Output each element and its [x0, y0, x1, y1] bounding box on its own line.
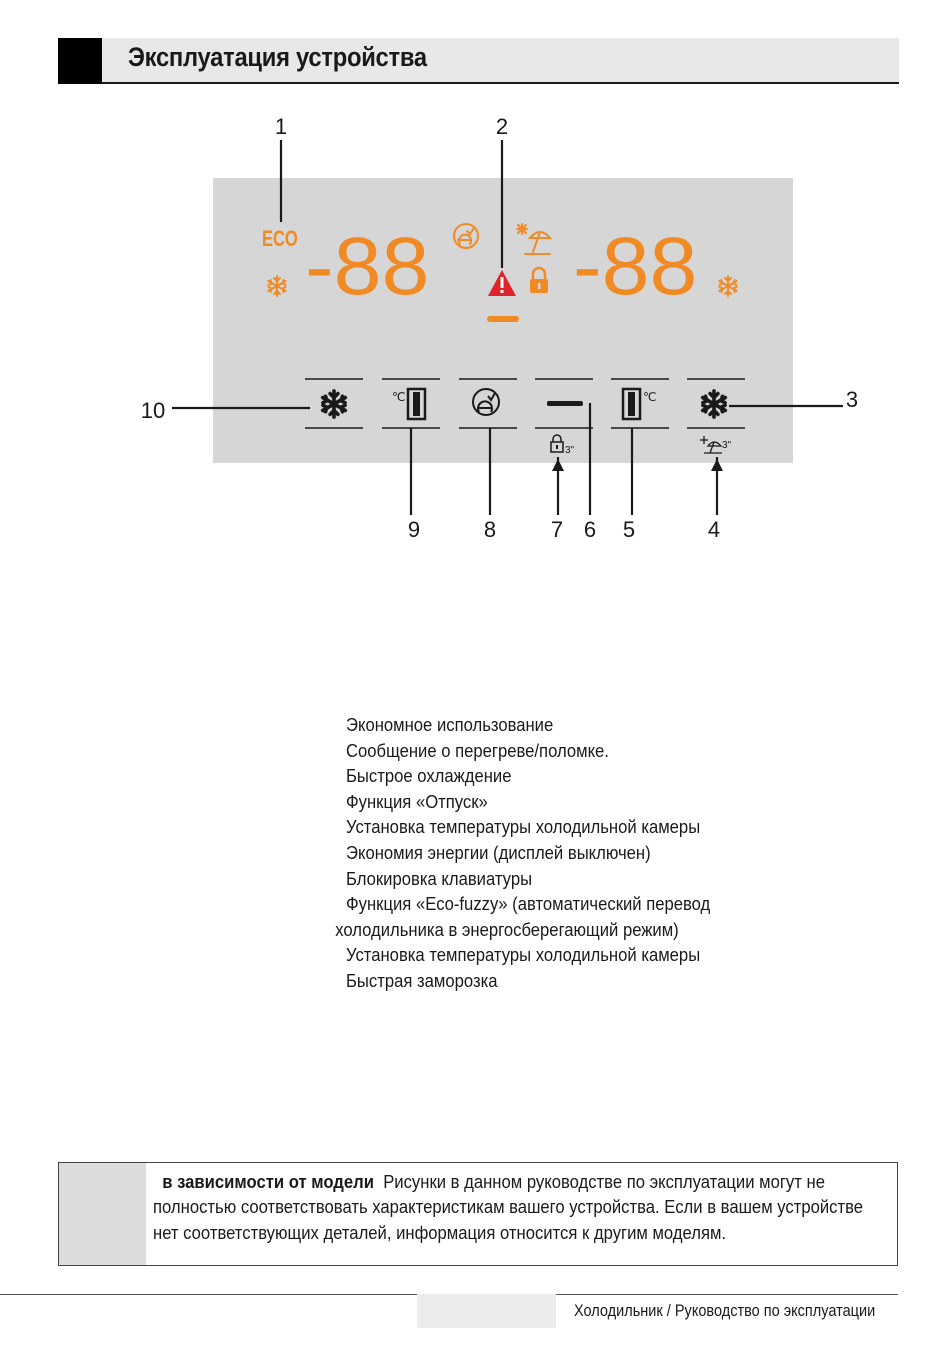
footer-page-box	[417, 1294, 556, 1328]
celsius-icon: ℃	[392, 390, 406, 404]
legend-item: Экономное использование	[346, 714, 554, 735]
lock-timer-label: 3"	[565, 445, 575, 456]
model-note-box	[58, 1162, 898, 1266]
quick-freeze-button[interactable]	[323, 391, 346, 417]
callout-5: 5	[622, 517, 636, 542]
eco-indicator: ECO	[262, 226, 298, 252]
lock-indicator-icon	[530, 268, 548, 293]
quick-cool-button[interactable]	[703, 391, 726, 417]
fridge-temp-button[interactable]	[392, 389, 425, 419]
callout-8: 8	[483, 517, 497, 542]
celsius-icon-2: ℃	[643, 390, 657, 404]
fridge-temp-digits: -88	[305, 219, 430, 312]
legend-item: Функция «Отпуск»	[346, 790, 488, 812]
leader-lines	[172, 140, 843, 515]
vacation-mode-icon	[700, 436, 722, 453]
note-body: Рисунки в данном руководстве по эксплуатации могут не полностью соответствовать характеристикам вашего устройства. Если в вашем устройстве нет соответствующих деталей, информация относится к другим моделям.	[153, 1171, 864, 1243]
callout-4: 4	[707, 517, 721, 542]
vacation-timer-label: 3"	[722, 440, 732, 451]
page-title: Эксплуатация устройства	[128, 42, 427, 72]
legend-item: Сообщение о перегреве/поломке.	[346, 739, 609, 761]
energy-saving-dash-indicator	[487, 316, 519, 322]
eco-fuzzy-button[interactable]	[473, 389, 499, 415]
alarm-warning-icon	[488, 270, 516, 296]
note-side-panel	[59, 1163, 146, 1265]
legend-item: Блокировка клавиатуры	[346, 867, 533, 889]
quick-cool-indicator-icon	[719, 276, 736, 296]
footer-text: Холодильник / Руководство по эксплуатации	[574, 1302, 876, 1320]
callout-1: 1	[274, 114, 288, 139]
vacation-indicator-icon	[517, 224, 550, 254]
fridge-temp-button-2[interactable]	[623, 389, 656, 419]
note-heading: в зависимости от модели	[162, 1171, 374, 1192]
callout-10: 10	[140, 398, 166, 423]
energy-saving-button[interactable]	[547, 401, 583, 406]
callout-3: 3	[845, 387, 859, 412]
note-text	[153, 1169, 873, 1245]
legend-item: Быстрое охлаждение	[346, 765, 512, 787]
legend-item: холодильника в энергосберегающий режим)	[335, 918, 679, 940]
legend-item: Установка температуры холодильной камеры	[346, 944, 701, 966]
quick-freeze-indicator-icon	[268, 276, 285, 296]
legend-item: Функция «Eco-fuzzy» (автоматический перевод	[346, 893, 711, 915]
legend-item: Быстрая заморозка	[346, 969, 498, 991]
callout-9: 9	[407, 517, 421, 542]
keypad-lock-icon	[551, 435, 575, 456]
control-panel-diagram	[0, 0, 950, 600]
callout-2: 2	[495, 114, 509, 139]
legend-item: Установка температуры холодильной камеры	[346, 816, 701, 838]
eco-fuzzy-indicator-icon	[454, 224, 478, 248]
legend-list	[335, 712, 814, 994]
legend-item: Экономия энергии (дисплей выключен)	[346, 841, 651, 863]
callout-7: 7	[550, 517, 564, 542]
freezer-temp-digits: -88	[573, 219, 698, 312]
callout-6: 6	[583, 517, 597, 542]
